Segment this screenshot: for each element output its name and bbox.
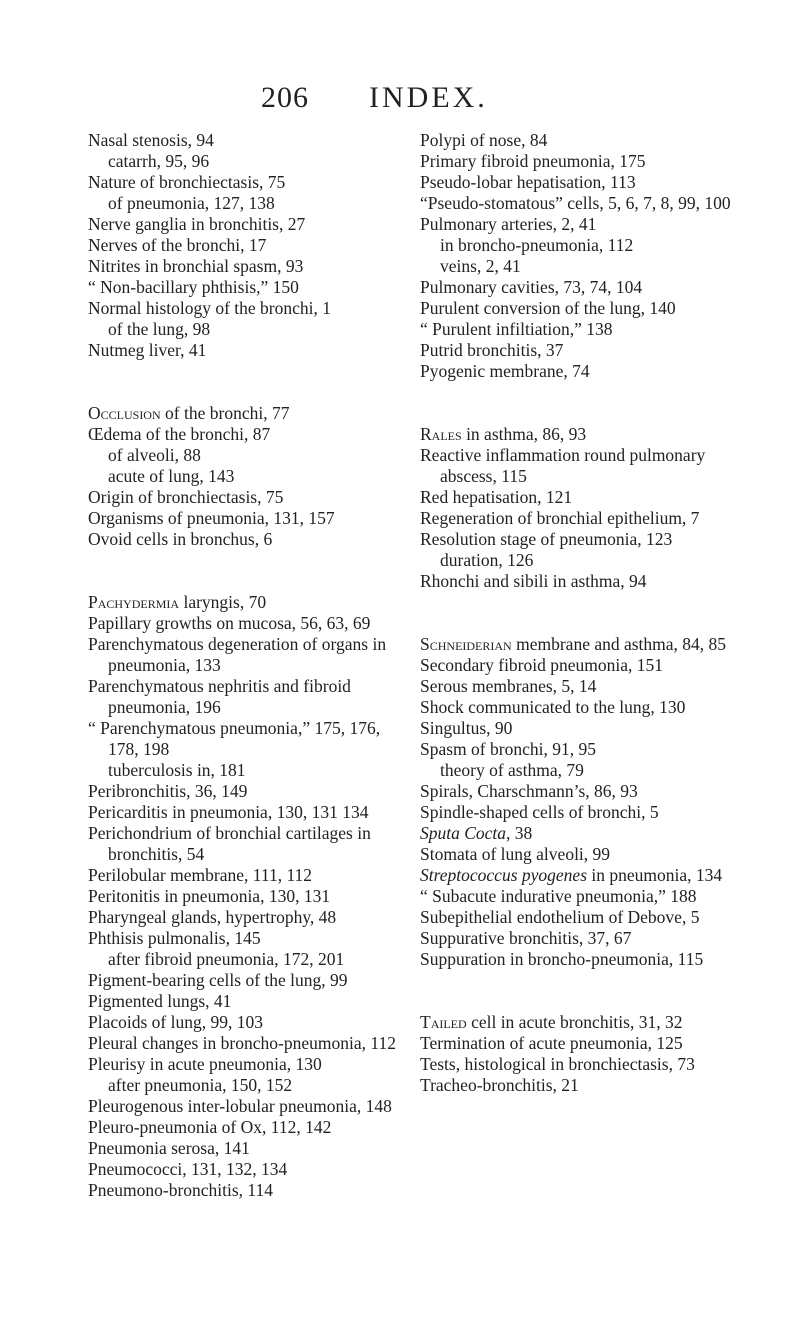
entry-text: Parenchymatous degeneration of organs in pneumonia, 133 [88,634,387,675]
entry-text: Subepithelial endothelium of Debove, 5 [420,907,700,927]
entry-text: Pulmonary cavities, 73, 74, 104 [420,277,643,297]
index-entry [420,130,740,151]
entry-text: Normal histology of the bronchi, 1 [88,298,332,318]
entry-text: Organisms of pneumonia, 131, 157 [88,508,335,528]
index-entry [420,1033,740,1054]
index-entry [88,1159,408,1180]
index-entry [420,886,740,907]
entry-text: duration, 126 [440,550,534,570]
index-entry [420,529,740,550]
entry-text: Termination of acute pneumonia, 125 [420,1033,683,1053]
entry-heading-word: Tailed [420,1012,467,1032]
entry-text: Pigment-bearing cells of the lung, 99 [88,970,348,990]
index-column-right [420,130,740,1096]
entry-heading-word: Schneiderian [420,634,512,654]
entry-text: acute of lung, 143 [108,466,235,486]
index-entry [420,214,740,235]
page-number: 206 [261,81,309,114]
index-entry [420,277,740,298]
index-entry [420,739,740,760]
entry-text: Pulmonary arteries, 2, 41 [420,214,597,234]
index-entry [88,907,408,928]
entry-text: Peritonitis in pneumonia, 130, 131 [88,886,331,906]
index-subentry [88,1075,408,1096]
entry-heading-word: Rales [420,424,462,444]
index-entry [88,1117,408,1138]
entry-text: “ Purulent infiltiation,” 138 [420,319,613,339]
index-subentry [88,445,408,466]
index-entry [420,949,740,970]
entry-text: Putrid bronchitis, 37 [420,340,564,360]
entry-text: after fibroid pneumonia, 172, 201 [108,949,345,969]
entry-text: Peribronchitis, 36, 149 [88,781,248,801]
index-entry [420,655,740,676]
entry-text: Shock communicated to the lung, 130 [420,697,686,717]
entry-text: after pneumonia, 150, 152 [108,1075,293,1095]
index-subentry [88,949,408,970]
entry-text: Reactive inflammation round pulmonary abscess, 115 [420,445,706,486]
index-entry [420,928,740,949]
entry-text: “ Non-bacillary phthisis,” 150 [88,277,299,297]
index-entry [420,193,740,214]
index-entry [420,571,740,592]
index-entry [88,403,408,424]
entry-text: Perichondrium of bronchial cartilages in bronchitis, 54 [88,823,371,864]
entry-text: Polypi of nose, 84 [420,130,548,150]
index-entry [420,445,740,487]
entry-text: Serous membranes, 5, 14 [420,676,597,696]
entry-text: of the bronchi, 77 [160,403,290,423]
index-subentry [420,256,740,277]
index-entry [88,235,408,256]
index-entry [88,634,408,676]
entry-text: Nutmeg liver, 41 [88,340,207,360]
entry-text: Pneumonia serosa, 141 [88,1138,250,1158]
index-entry [88,613,408,634]
entry-text: membrane and asthma, 84, 85 [511,634,727,654]
entry-text: Phthisis pulmonalis, 145 [88,928,261,948]
entry-italic-term: Streptococcus pyogenes [420,865,588,885]
entry-text: Secondary fibroid pneumonia, 151 [420,655,664,675]
index-entry [420,172,740,193]
entry-text: Nitrites in bronchial spasm, 93 [88,256,304,276]
entry-text: in broncho-pneumonia, 112 [440,235,634,255]
index-entry [88,424,408,445]
index-subentry [88,193,408,214]
entry-text: Spirals, Charschmann’s, 86, 93 [420,781,638,801]
page-header [0,78,800,118]
index-entry [88,676,408,718]
entry-text: “ Subacute indurative pneumonia,” 188 [420,886,697,906]
index-entry [420,1054,740,1075]
index-entry [88,277,408,298]
index-entry [88,1138,408,1159]
entry-text: catarrh, 95, 96 [108,151,210,171]
entry-text: Stomata of lung alveoli, 99 [420,844,611,864]
entry-text: Suppurative bronchitis, 37, 67 [420,928,632,948]
entry-text: Pneumococci, 131, 132, 134 [88,1159,288,1179]
entry-text: in pneumonia, 134 [587,865,723,885]
index-entry [420,634,740,655]
entry-text: of alveoli, 88 [108,445,201,465]
index-subentry [88,151,408,172]
index-entry [420,802,740,823]
index-entry [88,928,408,949]
index-entry [88,823,408,865]
index-entry [88,718,408,760]
index-entry [88,1033,408,1054]
index-subentry [88,760,408,781]
index-column-left [88,130,408,1201]
entry-text: cell in acute bronchitis, 31, 32 [466,1012,683,1032]
entry-text: Tests, histological in bronchiectasis, 73 [420,1054,695,1074]
index-entry [88,1180,408,1201]
entry-text: Œdema of the bronchi, 87 [88,424,271,444]
entry-text: veins, 2, 41 [440,256,521,276]
entry-text: Ovoid cells in bronchus, 6 [88,529,273,549]
entry-text: , 38 [506,823,533,843]
entry-text: Papillary growths on mucosa, 56, 63, 69 [88,613,371,633]
entry-text: Regeneration of bronchial epithelium, 7 [420,508,700,528]
entry-heading-word: Occlusion [88,403,161,423]
index-entry [88,1012,408,1033]
index-entry [88,529,408,550]
entry-text: Pleurogenous inter-lobular pneumonia, 148 [88,1096,392,1116]
entry-text: Pyogenic membrane, 74 [420,361,590,381]
index-entry [420,1075,740,1096]
index-entry [420,781,740,802]
entry-text: Origin of bronchiectasis, 75 [88,487,284,507]
entry-text: Pigmented lungs, 41 [88,991,232,1011]
entry-text: in asthma, 86, 93 [461,424,587,444]
entry-text: Pericarditis in pneumonia, 130, 131 134 [88,802,369,822]
index-entry [420,319,740,340]
entry-text: Placoids of lung, 99, 103 [88,1012,263,1032]
entry-text: Singultus, 90 [420,718,513,738]
index-subentry [88,466,408,487]
entry-text: “Pseudo-stomatous” cells, 5, 6, 7, 8, 99, 100 [420,193,731,213]
entry-text: Suppuration in broncho-pneumonia, 115 [420,949,704,969]
page-title: INDEX. [369,81,488,114]
index-entry [420,340,740,361]
entry-text: Tracheo-bronchitis, 21 [420,1075,579,1095]
entry-text: Nerves of the bronchi, 17 [88,235,267,255]
index-entry [88,340,408,361]
entry-text: Resolution stage of pneumonia, 123 [420,529,673,549]
entry-text: of pneumonia, 127, 138 [108,193,275,213]
index-entry [88,865,408,886]
index-subentry [420,235,740,256]
index-entry [88,214,408,235]
index-entry [88,487,408,508]
entry-text: Red hepatisation, 121 [420,487,573,507]
index-entry [88,256,408,277]
entry-text: Pseudo-lobar hepatisation, 113 [420,172,636,192]
index-entry [420,697,740,718]
index-entry [88,1096,408,1117]
entry-text: tuberculosis in, 181 [108,760,246,780]
index-entry [420,298,740,319]
index-entry [420,361,740,382]
entry-italic-term: Sputa Cocta [420,823,507,843]
index-entry [420,844,740,865]
entry-text: Primary fibroid pneumonia, 175 [420,151,646,171]
index-entry [420,1012,740,1033]
entry-text: Rhonchi and sibili in asthma, 94 [420,571,647,591]
index-entry [420,676,740,697]
index-entry [88,172,408,193]
index-entry [88,1054,408,1075]
entry-text: Spindle-shaped cells of bronchi, 5 [420,802,659,822]
entry-text: laryngis, 70 [179,592,267,612]
entry-text: Nasal stenosis, 94 [88,130,214,150]
entry-text: Pharyngeal glands, hypertrophy, 48 [88,907,337,927]
index-entry [88,970,408,991]
index-entry [88,130,408,151]
entry-text: Pneumono-bronchitis, 114 [88,1180,274,1200]
index-entry [420,865,740,886]
index-entry [88,592,408,613]
entry-text: Spasm of bronchi, 91, 95 [420,739,596,759]
entry-text: of the lung, 98 [108,319,211,339]
index-entry [88,298,408,319]
entry-heading-word: Pachydermia [88,592,180,612]
entry-text: Perilobular membrane, 111, 112 [88,865,313,885]
index-entry [88,508,408,529]
entry-text: Nature of bronchiectasis, 75 [88,172,286,192]
entry-text: “ Parenchymatous pneumonia,” 175, 176, 178, 198 [88,718,381,759]
index-entry [420,718,740,739]
index-subentry [88,319,408,340]
index-entry [420,487,740,508]
index-entry [420,424,740,445]
index-entry [420,151,740,172]
index-subentry [420,550,740,571]
index-entry [420,823,740,844]
index-entry [420,508,740,529]
index-entry [420,907,740,928]
index-subentry [420,760,740,781]
entry-text: Nerve ganglia in bronchitis, 27 [88,214,306,234]
index-entry [88,886,408,907]
entry-text: Pleurisy in acute pneumonia, 130 [88,1054,322,1074]
index-entry [88,802,408,823]
entry-text: Pleural changes in broncho-pneumonia, 112 [88,1033,396,1053]
entry-text: Pleuro-pneumonia of Ox, 112, 142 [88,1117,332,1137]
entry-text: Purulent conversion of the lung, 140 [420,298,676,318]
entry-text: Parenchymatous nephritis and fibroid pneumonia, 196 [88,676,351,717]
index-entry [88,991,408,1012]
entry-text: theory of asthma, 79 [440,760,584,780]
index-entry [88,781,408,802]
